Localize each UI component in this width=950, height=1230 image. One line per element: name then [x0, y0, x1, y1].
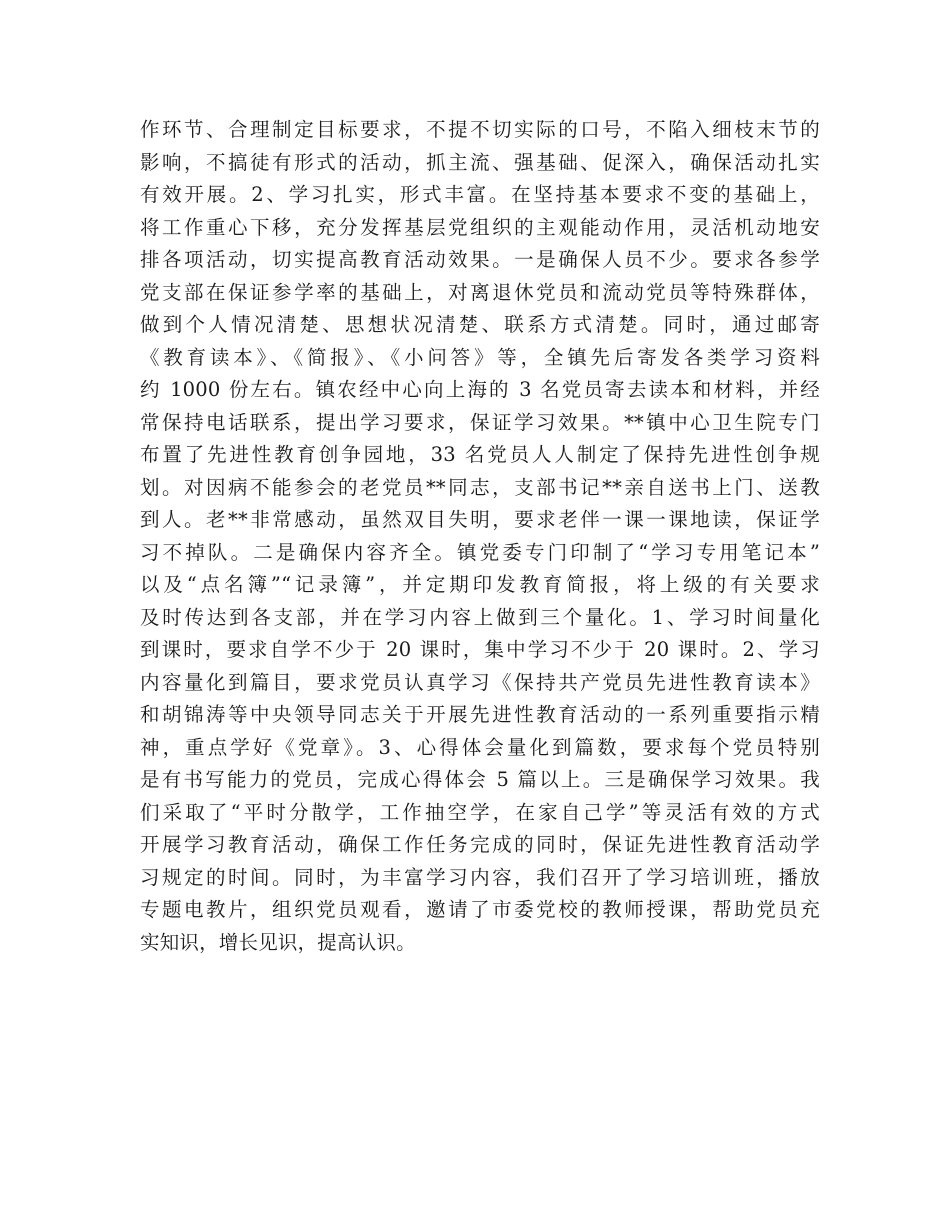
text-line: 《教育读本》、《简报》、《小问答》等，全镇先后寄发各类学习资料 [140, 345, 820, 369]
text-line: 到课时，要求自学不少于 20 课时，集中学习不少于 20 课时。2、学习 [140, 638, 820, 661]
body-paragraph [140, 114, 820, 959]
text-line: 党支部在保证参学率的基础上，对离退休党员和流动党员等特殊群体， [140, 280, 820, 304]
text-line: 作环节、合理制定目标要求，不提不切实际的口号，不陷入细枝末节的 [140, 118, 820, 141]
text-line: 们采取了“平时分散学，工作抽空学，在家自己学”等灵活有效的方式 [140, 800, 820, 824]
text-line: 划。对因病不能参会的老党员**同志，支部书记**亲自送书上门、送教 [140, 475, 820, 499]
text-line: 习规定的时间。同时，为丰富学习内容，我们召开了学习培训班，播放 [140, 865, 820, 889]
text-line: 内容量化到篇目，要求党员认真学习《保持共产党员先进性教育读本》 [140, 670, 820, 694]
text-line: 专题电教片，组织党员观看，邀请了市委党校的教师授课，帮助党员充 [140, 898, 820, 921]
text-line: 影响，不搞徒有形式的活动，抓主流、强基础、促深入，确保活动扎实 [140, 150, 820, 174]
text-line: 常保持电话联系，提出学习要求，保证学习效果。**镇中心卫生院专门 [140, 410, 820, 434]
text-line: 神，重点学好《党章》。3、心得体会量化到篇数，要求每个党员特别 [140, 735, 820, 759]
text-line: 有效开展。2、学习扎实，形式丰富。在坚持基本要求不变的基础上， [140, 183, 820, 206]
text-line: 到人。老**非常感动，虽然双目失明，要求老伴一课一课地读，保证学 [140, 508, 820, 531]
text-line: 习不掉队。二是确保内容齐全。镇党委专门印制了“学习专用笔记本” [140, 540, 820, 564]
text-line: 和胡锦涛等中央领导同志关于开展先进性教育活动的一系列重要指示精 [140, 703, 820, 726]
text-line: 以及“点名簿”“记录簿”，并定期印发教育简报，将上级的有关要求 [140, 573, 820, 596]
text-line: 将工作重心下移，充分发挥基层党组织的主观能动作用，灵活机动地安 [140, 215, 820, 239]
text-line: 做到个人情况清楚、思想状况清楚、联系方式清楚。同时，通过邮寄 [140, 313, 820, 336]
text-line-last: 实知识，增长见识，提高认识。 [140, 930, 416, 954]
text-line: 约 1000 份左右。镇农经中心向上海的 3 名党员寄去读本和材料，并经 [140, 378, 820, 401]
text-line: 布置了先进性教育创争园地，33 名党员人人制定了保持先进性创争规 [140, 443, 820, 466]
text-line: 是有书写能力的党员，完成心得体会 5 篇以上。三是确保学习效果。我 [140, 768, 820, 791]
text-line: 排各项活动，切实提高教育活动效果。一是确保人员不少。要求各参学 [140, 248, 820, 271]
text-line: 开展学习教育活动，确保工作任务完成的同时，保证先进性教育活动学 [140, 833, 820, 856]
text-line: 及时传达到各支部，并在学习内容上做到三个量化。1、学习时间量化 [140, 605, 820, 629]
